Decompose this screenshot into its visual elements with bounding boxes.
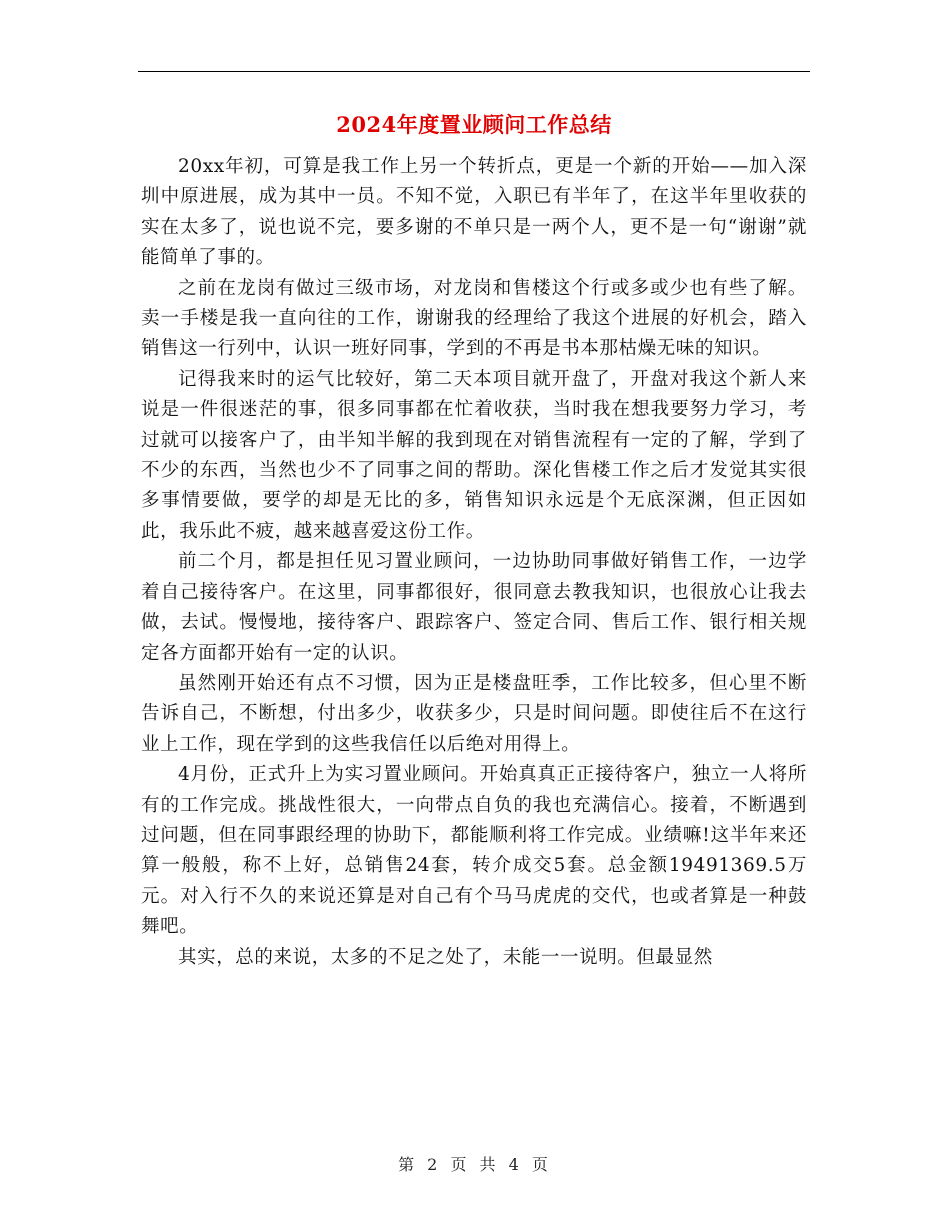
paragraph-7: 其实，总的来说，太多的不足之处了，未能一一说明。但最显然: [178, 946, 713, 968]
paragraph-5: 虽然刚开始还有点不习惯，因为正是楼盘旺季，工作比较多，但心里不断告诉自己，不断想，付出多少，收获多少，只是时间问题。即使往后不在这行业上工作，现在学到的这些我信任以后绝对用得上。: [141, 672, 807, 755]
paragraph-6: 4月份，正式升上为实习置业顾问。开始真真正正接待客户，独立一人将所有的工作完成。挑战性很大，一向带点自负的我也充满信心。接着，不断遇到过问题，但在同事跟经理的协助下，都能顺利将工作完成。业绩嘛!这半年来还算一般般，称不上好，总销售24套，转介成交5套。总金额19491369.5万元。对入行不久的来说还算是对自己有个马马虎虎的交代，也或者算是一种鼓舞吧。: [141, 764, 807, 938]
paragraph-3: 记得我来时的运气比较好，第二天本项目就开盘了，开盘对我这个新人来说是一件很迷茫的事，很多同事都在忙着收获，当时我在想我要努力学习，考过就可以接客户了，由半知半解的我到现在对销售流程有一定的了解，学到了不少的东西，当然也少不了同事之间的帮助。深化售楼工作之后才发觉其实很多事情要做，要学的却是无比的多，销售知识永远是个无底深渊，但正因如此，我乐此不疲，越来越喜爱这份工作。: [141, 368, 807, 542]
paragraph-1: 20xx年初，可算是我工作上另一个转折点，更是一个新的开始——加入深圳中原进展，成为其中一员。不知不觉，入职已有半年了，在这半年里收获的实在太多了，说也说不完，要多谢的不单只是一两个人，更不是一句“谢谢”就能简单了事的。: [141, 156, 807, 269]
paragraph-4: 前二个月，都是担任见习置业顾问，一边协助同事做好销售工作，一边学着自己接待客户。在这里，同事都很好，很同意去教我知识，也很放心让我去做，去试。慢慢地，接待客户、跟踪客户、签定合同、售后工作、银行相关规定各方面都开始有一定的认识。: [141, 551, 807, 664]
page-number-footer: 第 2 页 共 4 页: [398, 1155, 552, 1174]
header-rule: [138, 71, 810, 72]
document-title: 2024年度置业顾问工作总结: [336, 112, 612, 137]
document-body: [141, 152, 807, 973]
paragraph-2: 之前在龙岗有做过三级市场，对龙岗和售楼这个行或多或少也有些了解。卖一手楼是我一直向往的工作，谢谢我的经理给了我这个进展的好机会，踏入销售这一行列中，认识一班好同事，学到的不再是书本那枯燥无味的知识。: [141, 277, 807, 360]
